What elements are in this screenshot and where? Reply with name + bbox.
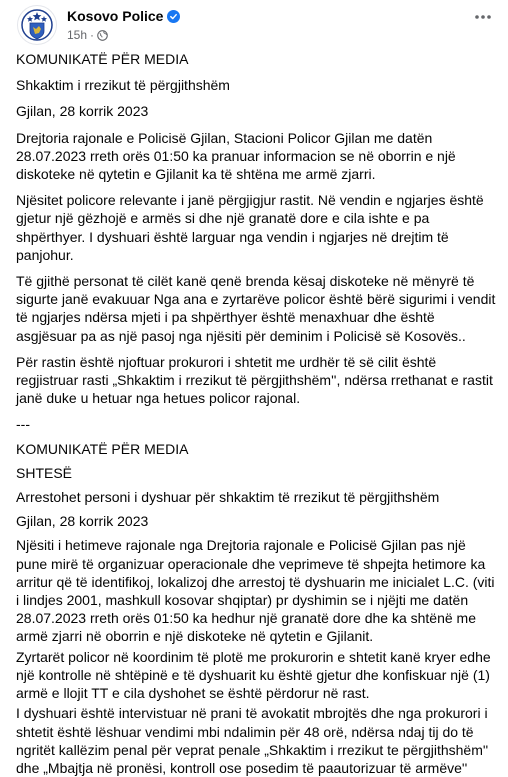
page-avatar[interactable] (17, 5, 57, 45)
post-paragraph: Për rastin është njoftuar prokurori i shtetit me urdhër të së cilit është regjistruar rasti „Shkaktim i rrezikut të përgjithshëm'', ndërsa rrethanat e rastit janë duke u hetuar nga hetues policor rajonal. (16, 353, 497, 407)
more-options-icon[interactable] (470, 5, 496, 29)
post-divider: --- (16, 416, 30, 433)
kosovo-police-emblem-icon (18, 6, 56, 44)
post-paragraph: KOMUNIKATË PËR MEDIA (16, 440, 189, 457)
post-paragraph: Arrestohet personi i dyshuar për shkaktim të rrezikut të përgjithshëm (16, 489, 440, 506)
page-name[interactable] (67, 8, 180, 24)
post-paragraph: Gjilan, 28 korrik 2023 (16, 103, 149, 120)
meta-separator: · (90, 28, 95, 42)
post-paragraph: Gjilan, 28 korrik 2023 (16, 513, 149, 530)
page-name-label[interactable]: Kosovo Police (67, 8, 164, 24)
post-paragraph: Të gjithë personat të cilët kanë qenë brenda kësaj diskoteke në mënyrë të sigurte janë evakuuar Nga ana e zyrtarëve policor është bërë sigurimi i vendit të ngjarjes ndërsa mjeti i pa shpërthyer është menaxhuar dhe është asgjësuar pa as një pasoj nga njësiti për deminim i Policisë së Kosovës.. (16, 273, 500, 344)
globe-icon[interactable] (97, 30, 108, 41)
post-header (0, 0, 508, 46)
post-paragraph: Njësitet policore relevante i janë përgjigjur rastit. Në vendin e ngjarjes është gjetur një gëzhojë e armës si dhe një granatë dore e cila ishte e pa shpërthyer. I dyshuari është larguar nga vendin i ngjarjes në drejtim të panjohur. (16, 192, 488, 263)
post-body (16, 50, 500, 777)
post-meta (67, 28, 108, 42)
post-paragraph: Njësiti i hetimeve rajonale nga Drejtoria rajonale e Policisë Gjilan pas një pune mirë të organizuar operacionale dhe veprimeve të shpejta hetimore ka arritur që të identifikoj, lokalizoj dhe arrestoj të dyshuarin me inicialet L.C. (viti i lindjes 2001, mashkull kosovar shqiptar) pr dyshimin se i njëjti me datën 28.07.2023 rreth orës 01:50 ka hedhur një granatë dore dhe ka shtënë me armë zjarri në oborrin e një diskoteke në qytetin e Gjilanit. (16, 537, 499, 645)
post-paragraph: I dyshuari është intervistuar në prani të avokatit mbrojtës dhe nga prokurori i shtetit është lëshuar vendimi mbi ndalimin për 48 orë, ndërsa ndaj tij do të ngritët kallëzim penal për veprat penale „Shkaktim i rrezikut te përgjithshëm'' dhe „Mbajtja në pronësi, kontroll ose posedim të paautorizuar të armëve'' (16, 705, 493, 776)
post-paragraph: KOMUNIKATË PËR MEDIA (16, 51, 189, 67)
post-paragraph: SHTESË (16, 464, 73, 481)
post-timestamp[interactable]: 15h (67, 28, 88, 42)
post-paragraph: Drejtoria rajonale e Policisë Gjilan, Stacioni Policor Gjilan me datën 28.07.2023 rreth orës 01:50 ka pranuar informacion se në oborrin e një diskoteke në qytetin e Gjilanit ka të shtëna me armë zjarri. (16, 129, 460, 183)
verified-badge-icon (167, 10, 180, 23)
post-paragraph: Shkaktim i rrezikut të përgjithshëm (16, 77, 230, 94)
post-paragraph: Zyrtarët policor në koordinim të plotë me prokurorin e shtetit kanë kryer edhe një kontrolle në shtëpinë e të dyshuarit ku është gjetur dhe konfiskuar një (1) armë e llojit TT e cila dyshohet se është përdorur në rast. (16, 648, 495, 702)
